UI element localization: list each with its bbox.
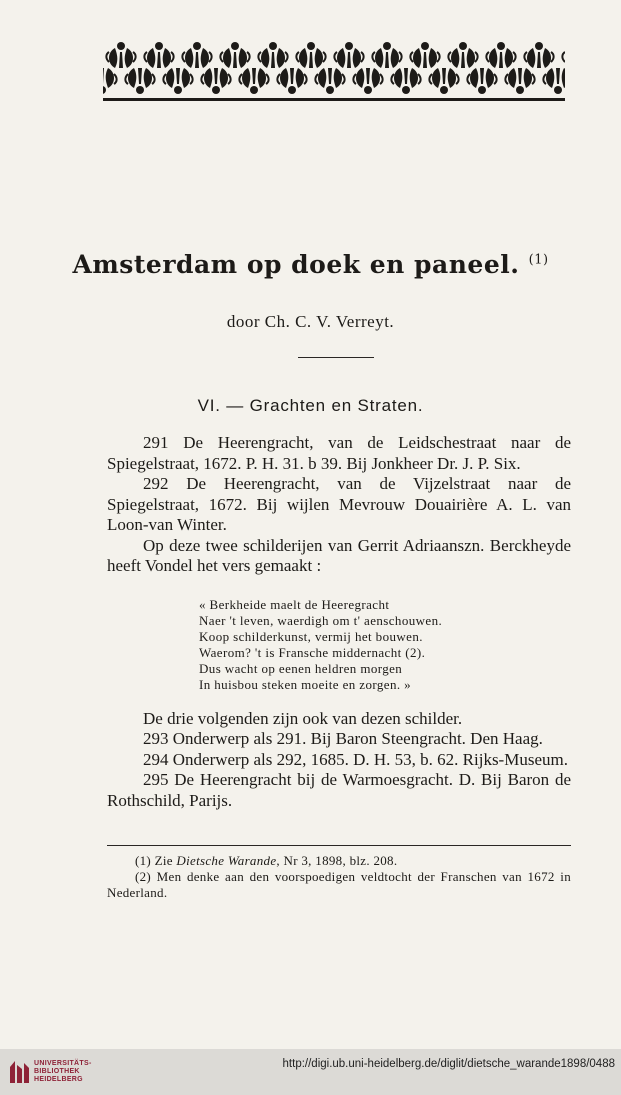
floral-ornament-band (103, 38, 565, 102)
poem-line: Waerom? 't is Fransche middernacht (2). (199, 644, 426, 660)
footnote-2: (2) Men denke aan den voorspoedigen veldtocht der Franschen van 1672 in Nederland. (107, 869, 571, 900)
digitization-footer (0, 1049, 621, 1095)
footnote-1-journal: Dietsche Warande (176, 853, 277, 868)
entry-295: 295 De Heerengracht bij de Warmoesgracht. D. Bij Baron de Rothschild, Parijs. (107, 770, 571, 810)
library-logo-icon (8, 1059, 30, 1085)
poem-line: Naer 't leven, waerdigh om t' aenschouwen. (199, 612, 443, 628)
poem-line: Koop schilderkunst, vermij het bouwen. (199, 628, 423, 644)
footnote-1-rest: , Nr 3, 1898, blz. 208. (276, 853, 398, 868)
title-footnote-marker: (1) (528, 252, 549, 268)
logo-line-2: BIBLIOTHEK (34, 1068, 80, 1075)
article-title (0, 250, 621, 279)
library-logo-text (34, 1060, 92, 1084)
logo-line-3: HEIDELBERG (34, 1076, 83, 1083)
entry-294: 294 Onderwerp als 292, 1685. D. H. 53, b. 62. Rijks-Museum. (143, 749, 568, 769)
body-text (107, 433, 571, 811)
footnote-1 (107, 853, 571, 869)
entry-293: 293 Onderwerp als 291. Bij Baron Steengracht. Den Haag. (143, 729, 543, 748)
footnote-separator (107, 845, 571, 846)
entry-292: 292 De Heerengracht, van de Vijzelstraat naar de Spiegelstraat, 1672. Bij wijlen Mevrouw Douairière A. L. van Loon-van Winter. (107, 474, 571, 534)
title-separator (298, 357, 374, 358)
source-url-link[interactable]: http://digi.ub.uni-heidelberg.de/diglit/dietsche_warande1898/0488 (282, 1058, 615, 1070)
intro-paragraph: Op deze twee schilderijen van Gerrit Adriaanszn. Berckheyde heeft Vondel het vers gemaakt : (107, 535, 571, 575)
footnotes (107, 853, 571, 901)
section-heading: VI. — Grachten en Straten. (197, 396, 424, 415)
logo-line-1: UNIVERSITÄTS- (34, 1060, 92, 1067)
vondel-poem (199, 597, 571, 693)
entry-291: 291 De Heerengracht, van de Leidschestraat naar de Spiegelstraat, 1672. P. H. 31. b 39. Bij Jonkheer Dr. J. P. Six. (107, 433, 571, 473)
article-title-text: Amsterdam op doek en paneel. (72, 250, 520, 279)
author-line: door Ch. C. V. Verreyt. (226, 312, 395, 331)
poem-line: « Berkheide maelt de Heeregracht (199, 596, 390, 612)
poem-line: In huisbou steken moeite en zorgen. » (199, 676, 412, 692)
followup-paragraph: De drie volgenden zijn ook van dezen schilder. (143, 708, 463, 728)
footnote-1-prefix: (1) Zie (135, 853, 173, 868)
poem-line: Dus wacht op eenen heldren morgen (199, 660, 403, 676)
